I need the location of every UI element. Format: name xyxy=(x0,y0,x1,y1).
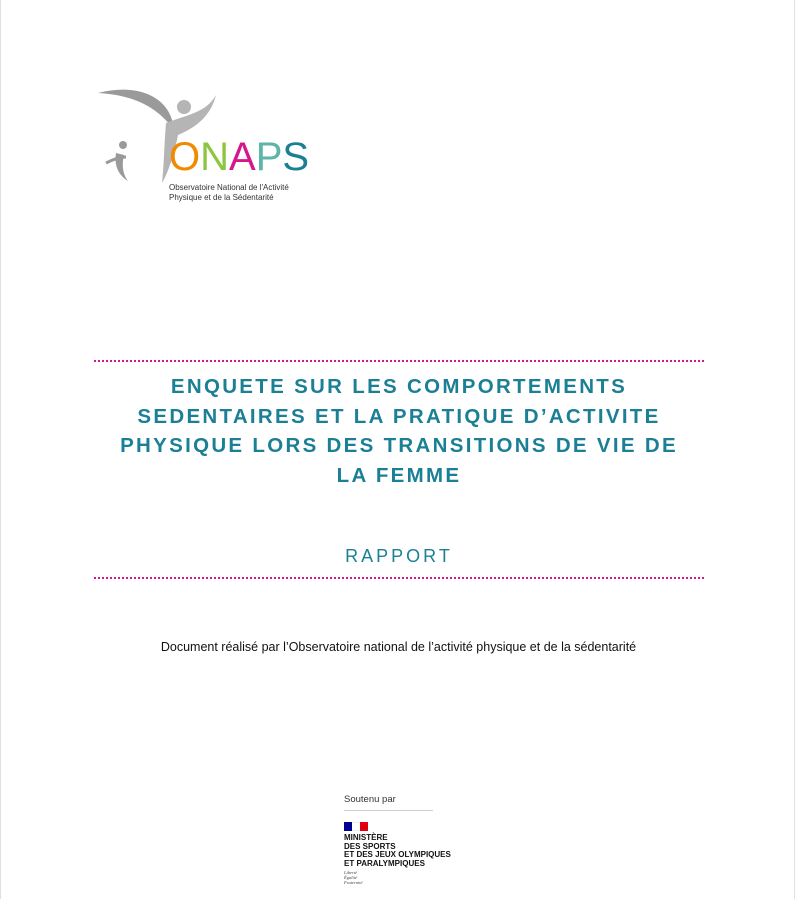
title-line: SEDENTAIRES ET LA PRATIQUE D’ACTIVITE xyxy=(137,404,661,428)
logo-letter: N xyxy=(200,135,230,179)
republic-motto xyxy=(344,870,363,885)
logo-letter: P xyxy=(255,135,283,179)
report-subtitle: RAPPORT xyxy=(345,546,453,566)
motto-line: Fraternité xyxy=(344,880,363,885)
onaps-logo xyxy=(96,85,356,205)
motto-line: Égalité xyxy=(344,875,357,880)
motto-line: Liberté xyxy=(344,870,357,875)
logo-letter: O xyxy=(169,135,201,179)
ministry-line: ET DES JEUX OLYMPIQUES xyxy=(344,850,451,860)
ministry-line: ET PARALYMPIQUES xyxy=(344,858,425,868)
logo-subtitle xyxy=(169,183,289,203)
support-label: Soutenu par xyxy=(344,794,396,805)
logo-subtitle-line: Observatoire National de l'Activité xyxy=(169,183,289,192)
logo-letter: S xyxy=(282,135,310,179)
ministry-line: MINISTÈRE xyxy=(344,833,388,842)
logo-subtitle-line: Physique et de la Sédentarité xyxy=(169,193,274,202)
document-note: Document réalisé par l’Observatoire national de l’activité physique et de la sédentarité xyxy=(160,640,637,654)
ministry-name xyxy=(344,834,451,868)
title-line: ENQUETE SUR LES COMPORTEMENTS xyxy=(170,375,628,398)
title-line: LA FEMME xyxy=(336,463,462,487)
onaps-wordmark xyxy=(169,137,309,177)
title-line: PHYSIQUE LORS DES TRANSITIONS DE VIE DE xyxy=(120,434,678,457)
french-flag-icon xyxy=(344,822,368,831)
bottom-divider xyxy=(94,577,704,579)
top-divider xyxy=(94,360,704,362)
ministry-line: DES SPORTS xyxy=(344,841,396,851)
logo-letter: A xyxy=(229,135,256,179)
support-divider xyxy=(344,810,433,811)
report-title xyxy=(94,372,704,490)
